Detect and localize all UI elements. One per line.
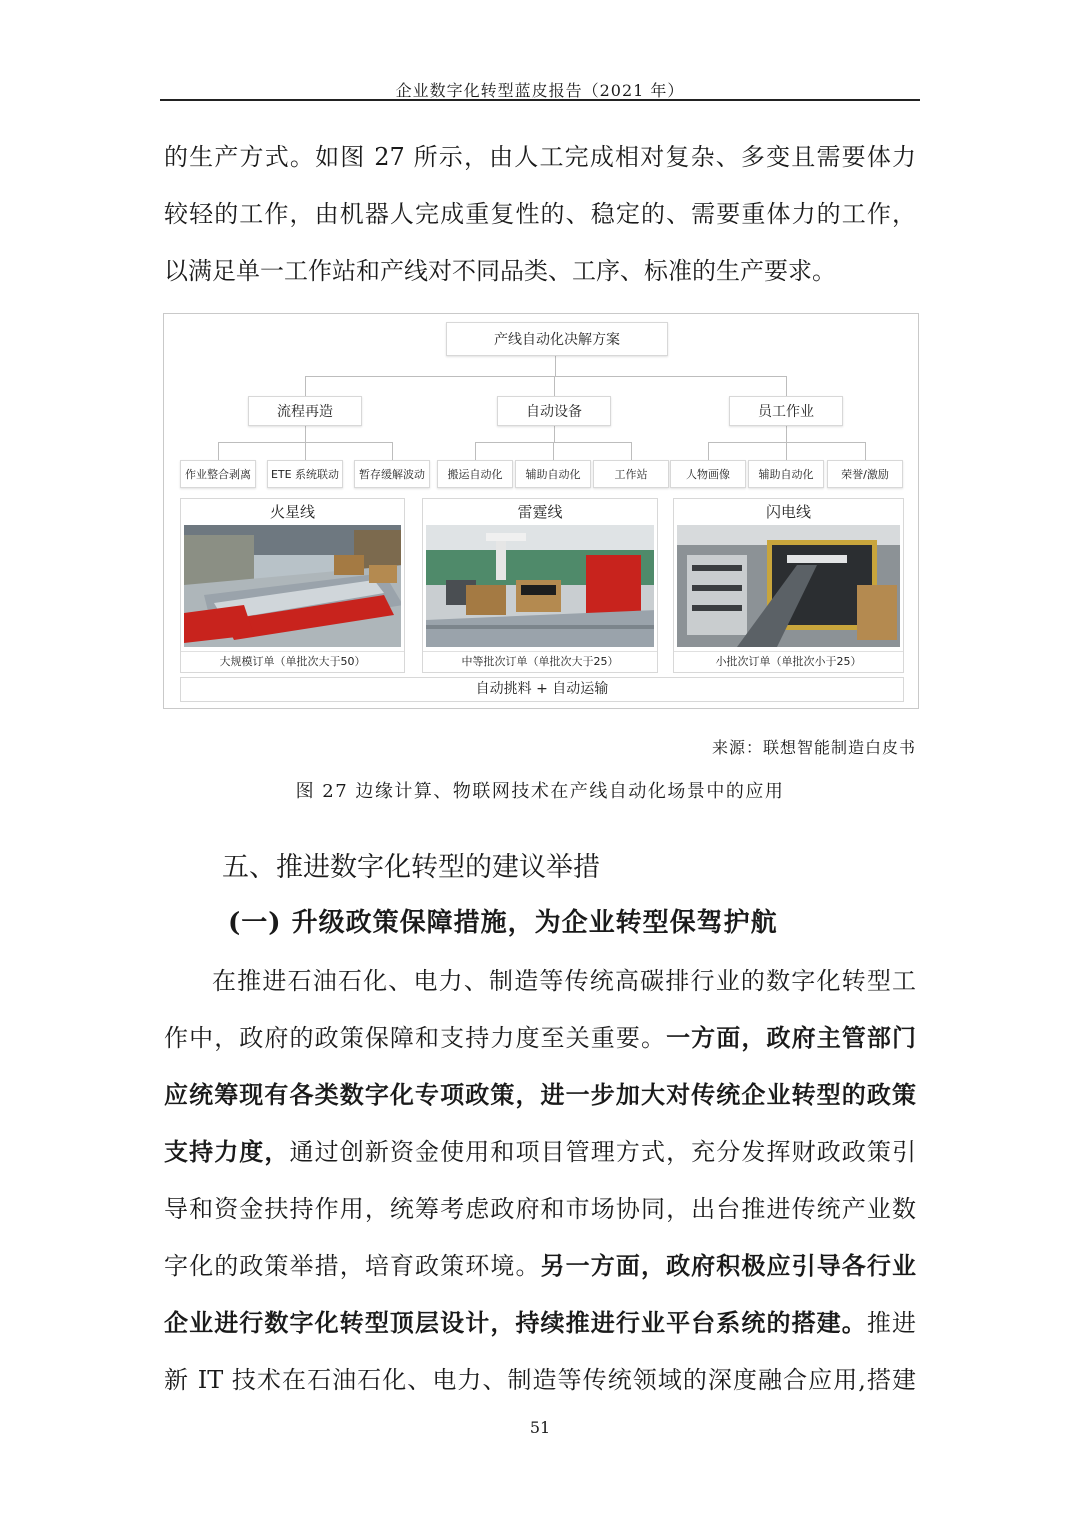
tree-group-node: 员工作业 (729, 396, 843, 426)
connector-line (554, 376, 555, 396)
text-run: 作中，政府的政策保障和支持力度至关重要。 (164, 1024, 667, 1052)
panel-caption: 中等批次订单（单批次大于25） (423, 651, 657, 672)
subsection-heading: (一) 升级政策保障措施，为企业转型保驾护航 (228, 908, 778, 938)
text-line (164, 1010, 916, 1067)
production-line-photo (184, 525, 401, 647)
text-line (164, 1238, 916, 1295)
tree-leaf-node: 辅助自动化 (515, 460, 591, 488)
connector-line (786, 376, 787, 396)
tree-leaf-node: 暂存缓解波动 (354, 460, 430, 488)
bold-text: 支持力度， (164, 1138, 290, 1166)
production-line-panel (422, 498, 658, 673)
connector-line (708, 442, 709, 460)
intro-paragraph (164, 129, 916, 300)
text-line: 新 IT 技术在石油石化、电力、制造等传统领域的深度融合应用,搭建 (164, 1366, 916, 1394)
tree-leaf-node: 作业整合剥离 (180, 460, 256, 488)
connector-line (555, 356, 556, 376)
text-run: 推进 (866, 1309, 917, 1337)
panel-title: 火星线 (269, 503, 315, 521)
connector-line (305, 376, 306, 396)
production-line-panel (180, 498, 405, 673)
bold-text: 应统筹现有各类数字化专项政策，进一步加大对传统企业转型的政策 (164, 1081, 916, 1109)
connector-line (305, 376, 787, 377)
figure-27 (163, 313, 919, 709)
connector-line (786, 426, 787, 442)
text-line: 较轻的工作，由机器人完成重复性的、稳定的、需要重体力的工作， (164, 200, 916, 228)
connector-line (865, 442, 866, 460)
panel-title: 闪电线 (765, 503, 811, 521)
panel-caption: 大规模订单（单批次大于50） (181, 651, 404, 672)
connector-line (786, 442, 787, 460)
connector-line (218, 442, 219, 460)
figure-caption: 图 27 边缘计算、物联网技术在产线自动化场景中的应用 (295, 781, 785, 802)
text-line (164, 1295, 916, 1352)
bold-text: 企业进行数字化转型顶层设计，持续推进行业平台系统的搭建。 (164, 1309, 867, 1337)
connector-line (553, 442, 554, 460)
connector-line (475, 442, 476, 460)
production-line-panel (673, 498, 904, 673)
automation-bar: 自动挑料 + 自动运输 (180, 677, 904, 702)
bold-text: 一方面，政府主管部门 (666, 1024, 917, 1052)
connector-line (631, 442, 632, 460)
tree-group-node: 自动设备 (497, 396, 611, 426)
text-line: 在推进石油石化、电力、制造等传统高碳排行业的数字化转型工 (212, 967, 916, 995)
tree-leaf-node: 搬运自动化 (437, 460, 513, 488)
header-rule (160, 99, 920, 101)
production-line-photo (677, 525, 900, 647)
text-line: 导和资金扶持作用，统筹考虑政府和市场协同，出台推进传统产业数 (164, 1195, 916, 1223)
text-line: 以满足单一工作站和产线对不同品类、工序、标准的生产要求。 (164, 257, 836, 285)
tree-leaf-node: 人物画像 (670, 460, 746, 488)
text-run: 通过创新资金使用和项目管理方式，充分发挥财政政策引 (289, 1138, 917, 1166)
tree-leaf-node: 工作站 (593, 460, 669, 488)
tree-leaf-node: ETE 系统联动 (267, 460, 343, 488)
panel-caption: 小批次订单（单批次小于25） (674, 651, 903, 672)
connector-line (305, 426, 306, 442)
text-run: 字化的政策举措，培育政策环境。 (164, 1252, 541, 1280)
connector-line (392, 442, 393, 460)
panel-title: 雷霆线 (517, 503, 563, 521)
bold-text: 另一方面，政府积极应引导各行业 (540, 1252, 917, 1280)
body-paragraph (164, 953, 916, 1409)
connector-line (554, 426, 555, 442)
section-heading: 五、推进数字化转型的建议举措 (222, 852, 600, 883)
running-header: 企业数字化转型蓝皮报告（2021 年） (395, 81, 685, 100)
text-line (164, 1124, 916, 1181)
connector-line (305, 442, 306, 460)
text-line: 的生产方式。如图 27 所示，由人工完成相对复杂、多变且需要体力 (164, 143, 916, 171)
tree-leaf-node: 辅助自动化 (748, 460, 824, 488)
tree-group-node: 流程再造 (248, 396, 362, 426)
figure-source: 来源：联想智能制造白皮书 (711, 738, 916, 757)
tree-root-node: 产线自动化决解方案 (446, 322, 668, 356)
text-line (164, 1067, 916, 1124)
tree-leaf-node: 荣誉/激励 (827, 460, 903, 488)
production-line-photo (426, 525, 654, 647)
page-number: 51 (529, 1418, 551, 1437)
